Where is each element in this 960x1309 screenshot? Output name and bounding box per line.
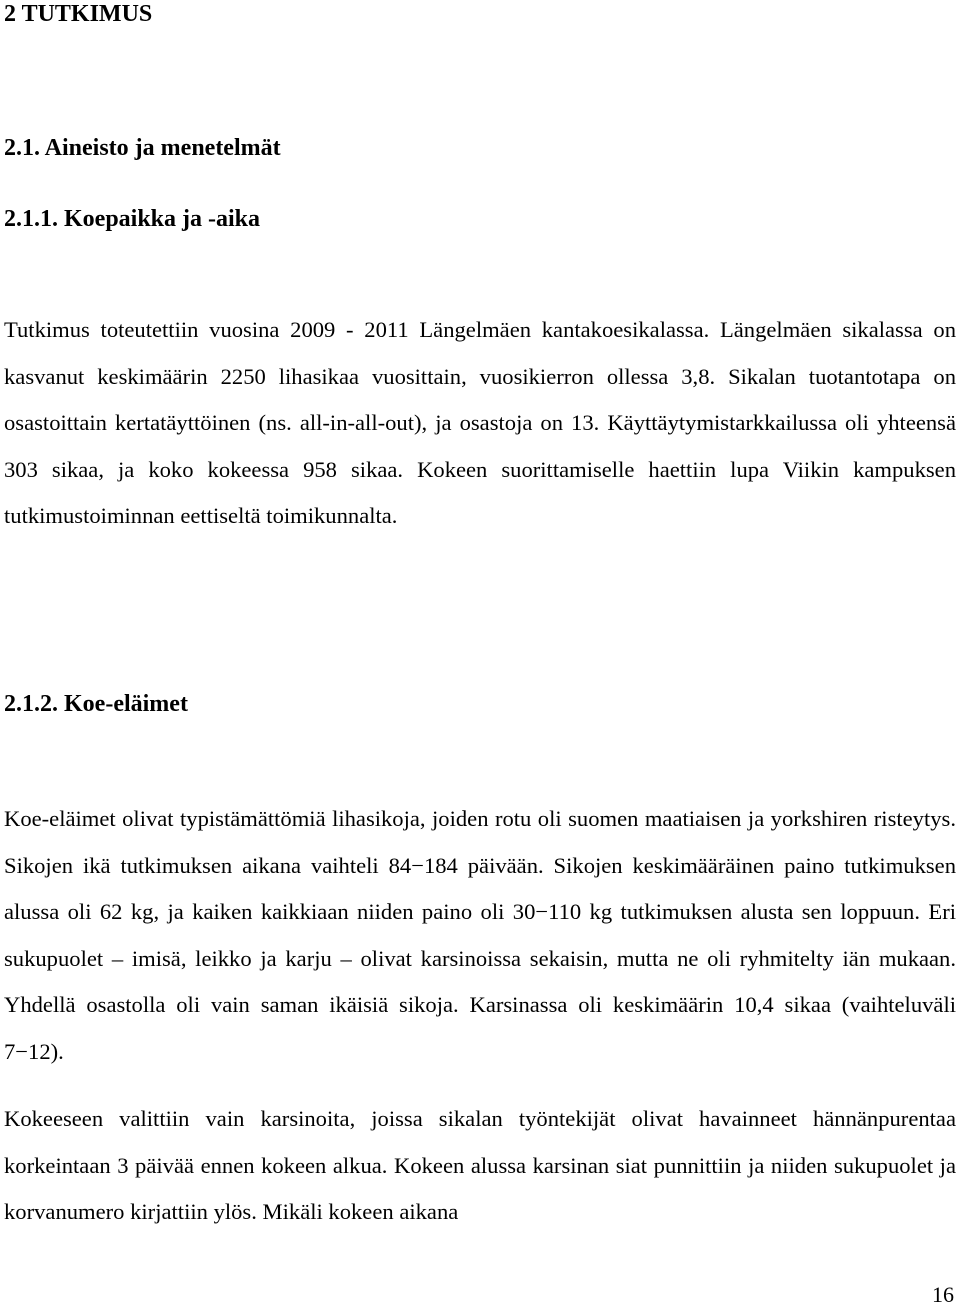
section-heading: 2.1. Aineisto ja menetelmät xyxy=(4,135,281,161)
paragraph-karsinat: Kokeeseen valittiin vain karsinoita, joissa sikalan työntekijät olivat havainneet hännänpurentaa korkeintaan 3 päivää ennen kokeen alkua. Kokeen alussa karsinan siat punnittiin ja niiden sukupuolet ja korvanumero kirjattiin ylös. Mikäli kokeen aikana xyxy=(4,1106,956,1224)
page-number: 16 xyxy=(932,1282,954,1307)
paragraph-koe-elaimet: Koe-eläimet olivat typistämättömiä lihasikoja, joiden rotu oli suomen maatiaisen ja yorkshiren risteytys. Sikojen ikä tutkimuksen aikana vaihteli 84−184 päivään. Sikojen keskimääräinen paino tutkimuksen alussa oli 62 kg, ja kaiken kaikkiaan niiden paino oli 30−110 kg tutkimuksen alusta sen loppuun. Eri sukupuolet – imisä, leikko ja karju – olivat karsinoissa sekaisin, mutta ne oli ryhmitelty iän mukaan. Yhdellä osastolla oli vain saman ikäisiä sikoja. Karsinassa oli keskimäärin 10,4 sikaa (vaihteluväli 7−12). xyxy=(4,806,956,1064)
chapter-heading: 2 TUTKIMUS xyxy=(4,1,153,27)
paragraph-koepaikka: Tutkimus toteutettiin vuosina 2009 - 2011 Längelmäen kantakoesikalassa. Längelmäen sikalassa on kasvanut keskimäärin 2250 lihasikaa vuosittain, vuosikierron ollessa 3,8. Sikalan tuotantotapa on osastoittain kertatäyttöinen (ns. all-in-all-out), ja osastoja on 13. Käyttäytymistarkkailussa oli yhteensä 303 sikaa, ja koko kokeessa 958 sikaa. Kokeen suorittamiselle haettiin lupa Viikin kampuksen tutkimustoiminnan eettiseltä toimikunnalta. xyxy=(4,317,956,528)
subsection-heading-koe-elaimet: 2.1.2. Koe-eläimet xyxy=(4,691,188,717)
subsection-heading-koepaikka: 2.1.1. Koepaikka ja -aika xyxy=(4,206,261,232)
